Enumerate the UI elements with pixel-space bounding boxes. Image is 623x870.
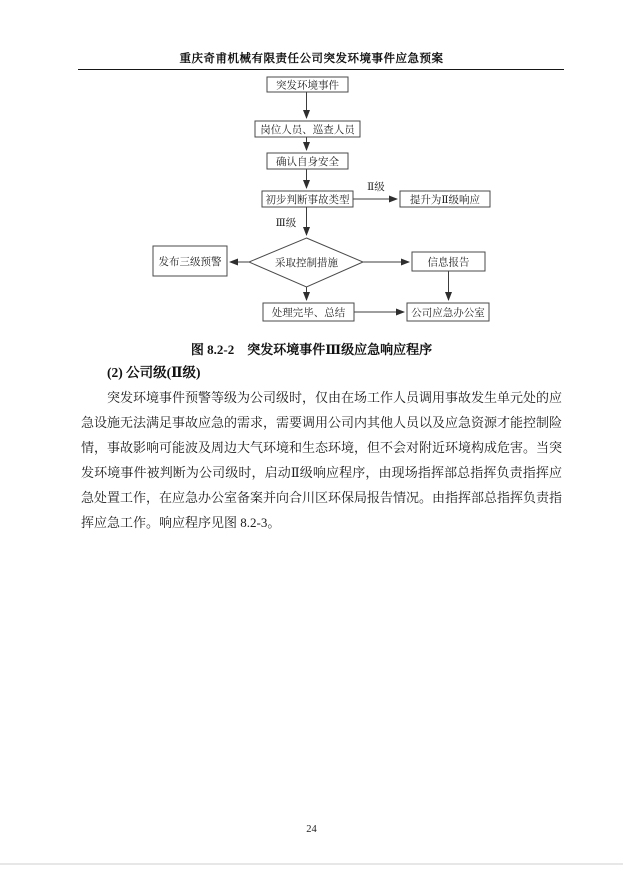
flow-decision-control-measures-label: 采取控制措施: [275, 258, 338, 269]
flow-node-start-label: 突发环境事件: [276, 80, 339, 92]
flow-node-info-report-label: 信息报告: [427, 257, 470, 269]
flowchart-diagram: [0, 0, 623, 335]
flow-node-confirm-safety-label: 确认自身安全: [276, 157, 339, 168]
edge-label-level2: Ⅱ级: [367, 182, 385, 193]
edge-label-level3: Ⅲ级: [275, 218, 297, 229]
section-heading: (2) 公司级(Ⅱ级): [107, 365, 201, 380]
flow-node-issue-warning-label: 发布三级预警: [158, 257, 222, 268]
body-paragraph: 突发环境事件预警等级为公司级时，仅由在场工作人员调用事故发生单元处的应急设施无法满足事故应急的需求，需要调用公司内其他人员以及应急资源才能控制险情，事故影响可能波及周边大气环境和生态环境，但不会对附近环境构成危害。当突发环境事件被判断为公司级时，启动Ⅱ级响应程序，由现场指挥部总指挥负责指挥应急处置工作，在应急办公室备案并向合川区环保局报告情况。由指挥部总指挥负责指挥应急工作。响应程序见图 8.2-3。: [81, 390, 563, 530]
page-bottom-edge: [0, 863, 623, 865]
flow-node-judge-type-label: 初步判断事故类型: [265, 195, 350, 206]
figure-caption: 图 8.2-2 突发环境事件Ⅲ级应急响应程序: [190, 342, 433, 357]
page-header-title: 重庆奇甫机械有限责任公司突发环境事件应急预案: [179, 53, 444, 65]
flow-node-upgrade-label: 提升为Ⅱ级响应: [409, 195, 481, 206]
flow-node-personnel-label: 岗位人员、巡查人员: [260, 125, 355, 136]
page-number: 24: [306, 824, 317, 835]
flow-node-finish-summary-label: 处理完毕、总结: [271, 308, 346, 319]
flow-node-emergency-office-label: 公司应急办公室: [411, 308, 485, 319]
